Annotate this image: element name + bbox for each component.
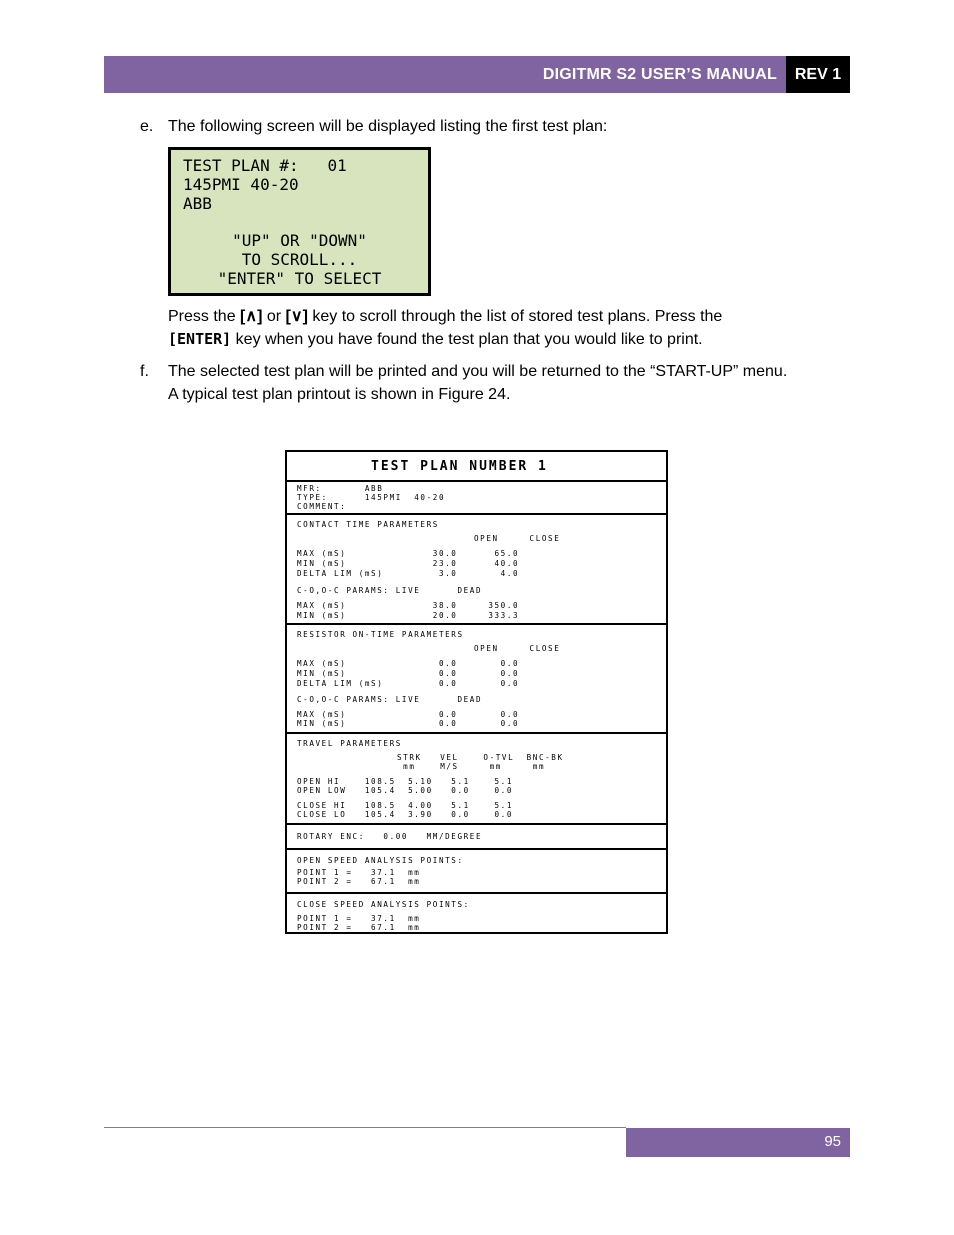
enter-key-label: [ENTER] [168,330,232,348]
lcd-line-6: "ENTER" TO SELECT [217,269,382,288]
step-f-line-2: A typical test plan printout is shown in Figure 24. [168,386,511,403]
printout-comment: COMMENT: [297,502,347,511]
contact-cod: C-O,O-C PARAMS: LIVE DEAD [297,586,483,595]
lcd-line-1: TEST PLAN #: 01 [183,156,347,175]
contact-header: OPEN CLOSE [474,534,561,543]
travel-close-hi: CLOSE HI 108.5 4.00 5.1 5.1 [297,801,514,810]
contact-max: MAX (mS) 30.0 65.0 [297,549,520,558]
press-text-3: key to scroll through the list of stored test plans. Press the [307,308,723,325]
travel-title: TRAVEL PARAMETERS [297,739,402,748]
travel-open-hi: OPEN HI 108.5 5.10 5.1 5.1 [297,777,514,786]
contact-time-section [287,515,666,625]
lcd-screen [168,147,431,296]
resistor-header: OPEN CLOSE [474,644,561,653]
header-bar [104,56,786,93]
travel-close-lo: CLOSE LO 105.4 3.90 0.0 0.0 [297,810,514,819]
contact-cod-max: MAX (mS) 38.0 350.0 [297,601,520,610]
printout-title: TEST PLAN NUMBER 1 [371,459,548,474]
lcd-line-5: TO SCROLL... [241,250,358,269]
press-text-2: or [262,308,286,325]
resistor-cod-max: MAX (mS) 0.0 0.0 [297,710,520,719]
printout-type: TYPE: 145PMI 40-20 [297,493,446,502]
header-rev-badge: REV 1 [786,56,850,93]
resistor-min: MIN (mS) 0.0 0.0 [297,669,520,678]
close-point-1: POINT 1 = 37.1 mm [297,914,421,923]
open-point-1: POINT 1 = 37.1 mm [297,868,421,877]
open-point-2: POINT 2 = 67.1 mm [297,877,421,886]
header-title: DIGITMR S2 USER’S MANUAL [542,66,777,83]
resistor-title: RESISTOR ON-TIME PARAMETERS [297,630,464,639]
page-number: 95 [626,1128,850,1157]
resistor-cod: C-O,O-C PARAMS: LIVE DEAD [297,695,483,704]
printout-mfr: MFR: ABB [297,484,384,493]
test-plan-printout [285,450,668,934]
close-point-2: POINT 2 = 67.1 mm [297,923,421,932]
step-e-marker: e. [140,118,154,135]
close-speed-title: CLOSE SPEED ANALYSIS POINTS: [297,900,470,909]
press-instructions [168,305,848,351]
lcd-line-3: ABB [183,194,212,213]
travel-section [287,734,666,825]
lcd-line-2: 145PMI 40-20 [183,175,299,194]
travel-header-2: mm M/S mm mm [397,762,546,771]
press-text-1: Press the [168,308,241,325]
resistor-delta: DELTA LIM (mS) 0.0 0.0 [297,679,520,688]
contact-cod-min: MIN (mS) 20.0 333.3 [297,611,520,620]
printout-title-section [287,452,666,482]
rotary-section [287,825,666,850]
footer-rule [104,1127,626,1128]
step-f-marker: f. [140,363,149,380]
step-e-text: The following screen will be displayed listing the first test plan: [168,118,608,135]
contact-min: MIN (mS) 23.0 40.0 [297,559,520,568]
resistor-cod-min: MIN (mS) 0.0 0.0 [297,719,520,728]
step-f-line-1: The selected test plan will be printed and you will be returned to the “START-UP” menu. [168,363,788,380]
open-speed-title: OPEN SPEED ANALYSIS POINTS: [297,856,464,865]
contact-title: CONTACT TIME PARAMETERS [297,520,439,529]
close-speed-section [287,894,666,934]
resistor-max: MAX (mS) 0.0 0.0 [297,659,520,668]
contact-delta: DELTA LIM (mS) 3.0 4.0 [297,569,520,578]
travel-open-low: OPEN LOW 105.4 5.00 0.0 0.0 [297,786,514,795]
down-key-label: [∨] [285,308,308,325]
rotary-encoder: ROTARY ENC: 0.00 MM/DEGREE [297,832,483,841]
up-key-label: [∧] [240,308,263,325]
resistor-section [287,625,666,734]
travel-header-1: STRK VEL O-TVL BNC-BK [397,753,564,762]
lcd-line-4: "UP" OR "DOWN" [232,231,367,250]
press-text-4: key when you have found the test plan that you would like to print. [231,331,703,348]
printout-info-section [287,482,666,515]
open-speed-section [287,850,666,894]
